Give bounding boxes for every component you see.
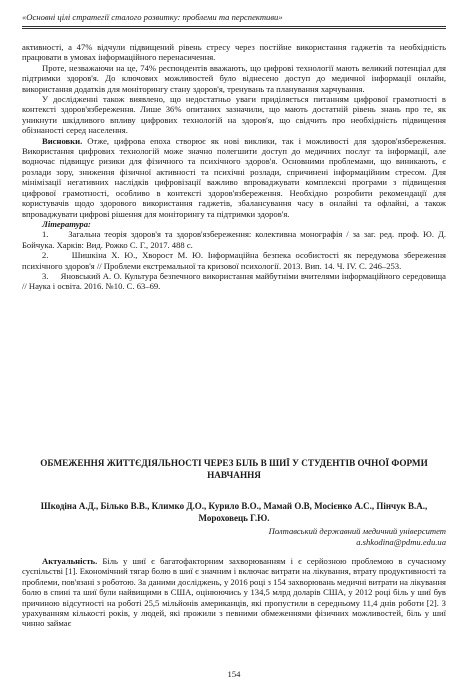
section2-body [22, 556, 446, 629]
running-header: «Основні цілі стратегії сталого розвитку: проблеми та перспективи» [22, 12, 283, 22]
article-authors: Шкодіна А.Д., Білько В.В., Климко Д.О., Курило В.О., Мамай О.В, Мосієнко А.С., Пінчук В.А., Мороховець Г.Ю. [40, 501, 428, 523]
article-title: ОБМЕЖЕННЯ ЖИТТЄДІЯЛЬНОСТІ ЧЕРЕЗ БІЛЬ В ШИЇ У СТУДЕНТІВ ОЧНОЇ ФОРМИ НАВЧАННЯ [40, 458, 428, 480]
reference-item: 3. Яновський А. О. Культура безпечного використання майбутніми вчителями інформаційного середовища // Наука і освіта. 2016. №10. С. 63–69. [22, 270, 446, 292]
paragraph: активності, а 47% відчули підвищений рівень стресу через постійне використання гаджетів та необхідність працювати в умовах інформаційного перенасичення. [22, 42, 446, 63]
relevance-paragraph [22, 556, 446, 629]
conclusions-label: Висновки. [42, 135, 83, 146]
paragraph: Проте, незважаючи на це, 74% респондентів вважають, що цифрові технології мають великий потенціал для підтримки здоров'я. До ключових можливостей було віднесено доступ до медичної інформації онлайн, використання додатків для моніторингу стану здоров'я, тренувань та планування харчування. [22, 62, 446, 94]
reference-item: 2. Шишкіна Х. Ю., Хворост М. Ю. Інформаційна безпека особистості як передумова збереження психічного здоров'я // Проблеми екстремальної та кризової психології. 2013. Вип. 14. Ч. IV. С. 246–253. [22, 250, 446, 271]
reference-item: 1. Загальна теорія здоров'я та здоров'язбереження: колективна монографія / за заг. ред. проф. Ю. Д. Бойчука. Харків: Вид. Рожко С. Г., 2017. 488 с. [22, 229, 446, 250]
section1-body [22, 42, 446, 292]
references-title: Література: [42, 218, 91, 229]
conclusions-text: Отже, цифрова епоха створює як нові виклики, так і можливості для здоров'язбереження. Використання цифрових технологій може значно полегшити доступ до медичних послуг та інформації, але водночас підвищує ризики для фізичного та психічного здоров'я. Основними проблемами, що виникають, є розлади зору, зниження фізичної активності та психічні розлади, спричинені інформаційним стресом. Для мінімізації негативних наслідків цифровізації важливо впроваджувати комплексні програми з підвищення цифрової грамотності, особливо в контексті здоров'язбереження. Необхідно розробити рекомендації для користувачів щодо здорового використання гаджетів, збалансування часу в онлайні та офлайні, а також впроваджувати цифрові рішення для моніторингу та підтримки здоров'я. [22, 135, 446, 219]
relevance-label: Актуальність. [42, 556, 98, 566]
affiliation-block [200, 526, 446, 548]
paragraph: У дослідженні також виявлено, що недостатньо уваги приділяється питанням цифрової грамотності в контексті здоров'язбереження. Лише 36% опитаних зазначили, що мають достатній рівень знань про те, як уникнути шкідливого впливу цифрових технологій на здоров'я, що свідчить про необхідність підвищення обізнаності серед населення. [22, 94, 446, 136]
relevance-text: Біль у шиї є багатофакторним захворюванням і є серйозною проблемою в сучасному суспільстві [1]. Економічний тягар болю в шиї є значним і включає витрати на лікування, втрату продуктивності та проблеми, пов'язані з роботою. За даними досліджень, у 2016 році з 154 захворювань медичні витрати на лікування болю в спині та шиї були найвищими в США, оцінюючись у 134,5 млрд доларів США, у 2012 році біль у шиї був причиною відсутності на роботі 25,5 мільйонів американців, які пропустили в середньому 11,4 днів роботи [2]. З урахуванням кількості років, у людей, які прожили з певними обмеженнями фізичних можливостей, біль у шиї чинно займає [22, 556, 446, 629]
header-rule-double [22, 28, 446, 29]
conclusions-paragraph [22, 136, 446, 219]
page-number: 154 [227, 669, 241, 679]
author-email: a.shkodina@pdmu.edu.ua [356, 536, 446, 547]
header-rule [22, 26, 446, 27]
affiliation: Полтавський державний медичний університет [268, 526, 446, 536]
